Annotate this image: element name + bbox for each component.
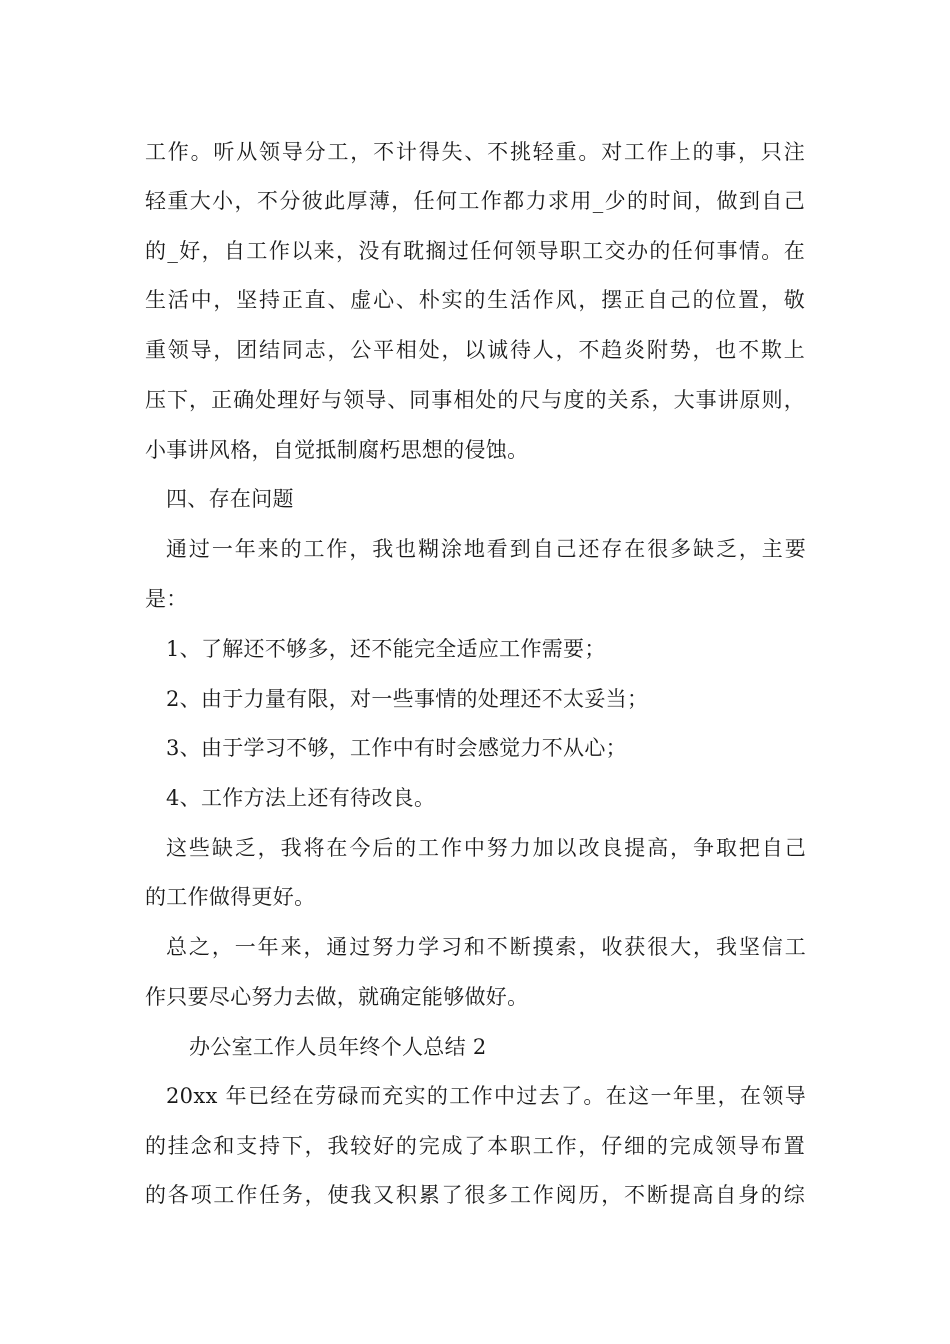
list-item: 1、了解还不够多，还不能完全适应工作需要； (166, 637, 606, 661)
body-line: 小事讲风格，自觉抵制腐朽思想的侵蚀。 (145, 438, 529, 462)
body-line: 压下，正确处理好与领导、同事相处的尺与度的关系，大事讲原则， (145, 388, 805, 412)
body-line: 的挂念和支持下，我较好的完成了本职工作，仔细的完成领导布置 (145, 1134, 805, 1158)
body-line: 总之，一年来，通过努力学习和不断摸索，收获很大，我坚信工 (166, 935, 806, 959)
body-line: 的工作做得更好。 (145, 885, 316, 909)
body-line: 作只要尽心努力去做，就确定能够做好。 (145, 985, 529, 1009)
body-line: 轻重大小，不分彼此厚薄，任何工作都力求用_少的时间，做到自己 (145, 189, 805, 213)
list-item: 4、工作方法上还有待改良。 (166, 786, 436, 810)
body-line: 的各项工作任务，使我又积累了很多工作阅历，不断提高自身的综 (145, 1183, 805, 1207)
list-item: 3、由于学习不够，工作中有时会感觉力不从心； (166, 736, 627, 760)
body-line: 的_好，自工作以来，没有耽搁过任何领导职工交办的任何事情。在 (145, 239, 805, 263)
body-line: 通过一年来的工作，我也糊涂地看到自己还存在很多缺乏，主要 (166, 537, 806, 561)
subtitle: 办公室工作人员年终个人总结 2 (189, 1035, 487, 1059)
body-line: 生活中，坚持正直、虚心、朴实的生活作风，摆正自己的位置，敬 (145, 288, 805, 312)
body-line: 20xx 年已经在劳碌而充实的工作中过去了。在这一年里，在领导 (166, 1084, 806, 1108)
body-line: 是： (145, 587, 188, 611)
body-line: 重领导，团结同志，公平相处，以诚待人，不趋炎附势，也不欺上 (145, 338, 805, 362)
body-line: 这些缺乏，我将在今后的工作中努力加以改良提高，争取把自己 (166, 836, 806, 860)
list-item: 2、由于力量有限，对一些事情的处理还不太妥当； (166, 687, 649, 711)
section-heading: 四、存在问题 (166, 487, 294, 511)
body-line: 工作。听从领导分工，不计得失、不挑轻重。对工作上的事，只注 (145, 140, 805, 164)
